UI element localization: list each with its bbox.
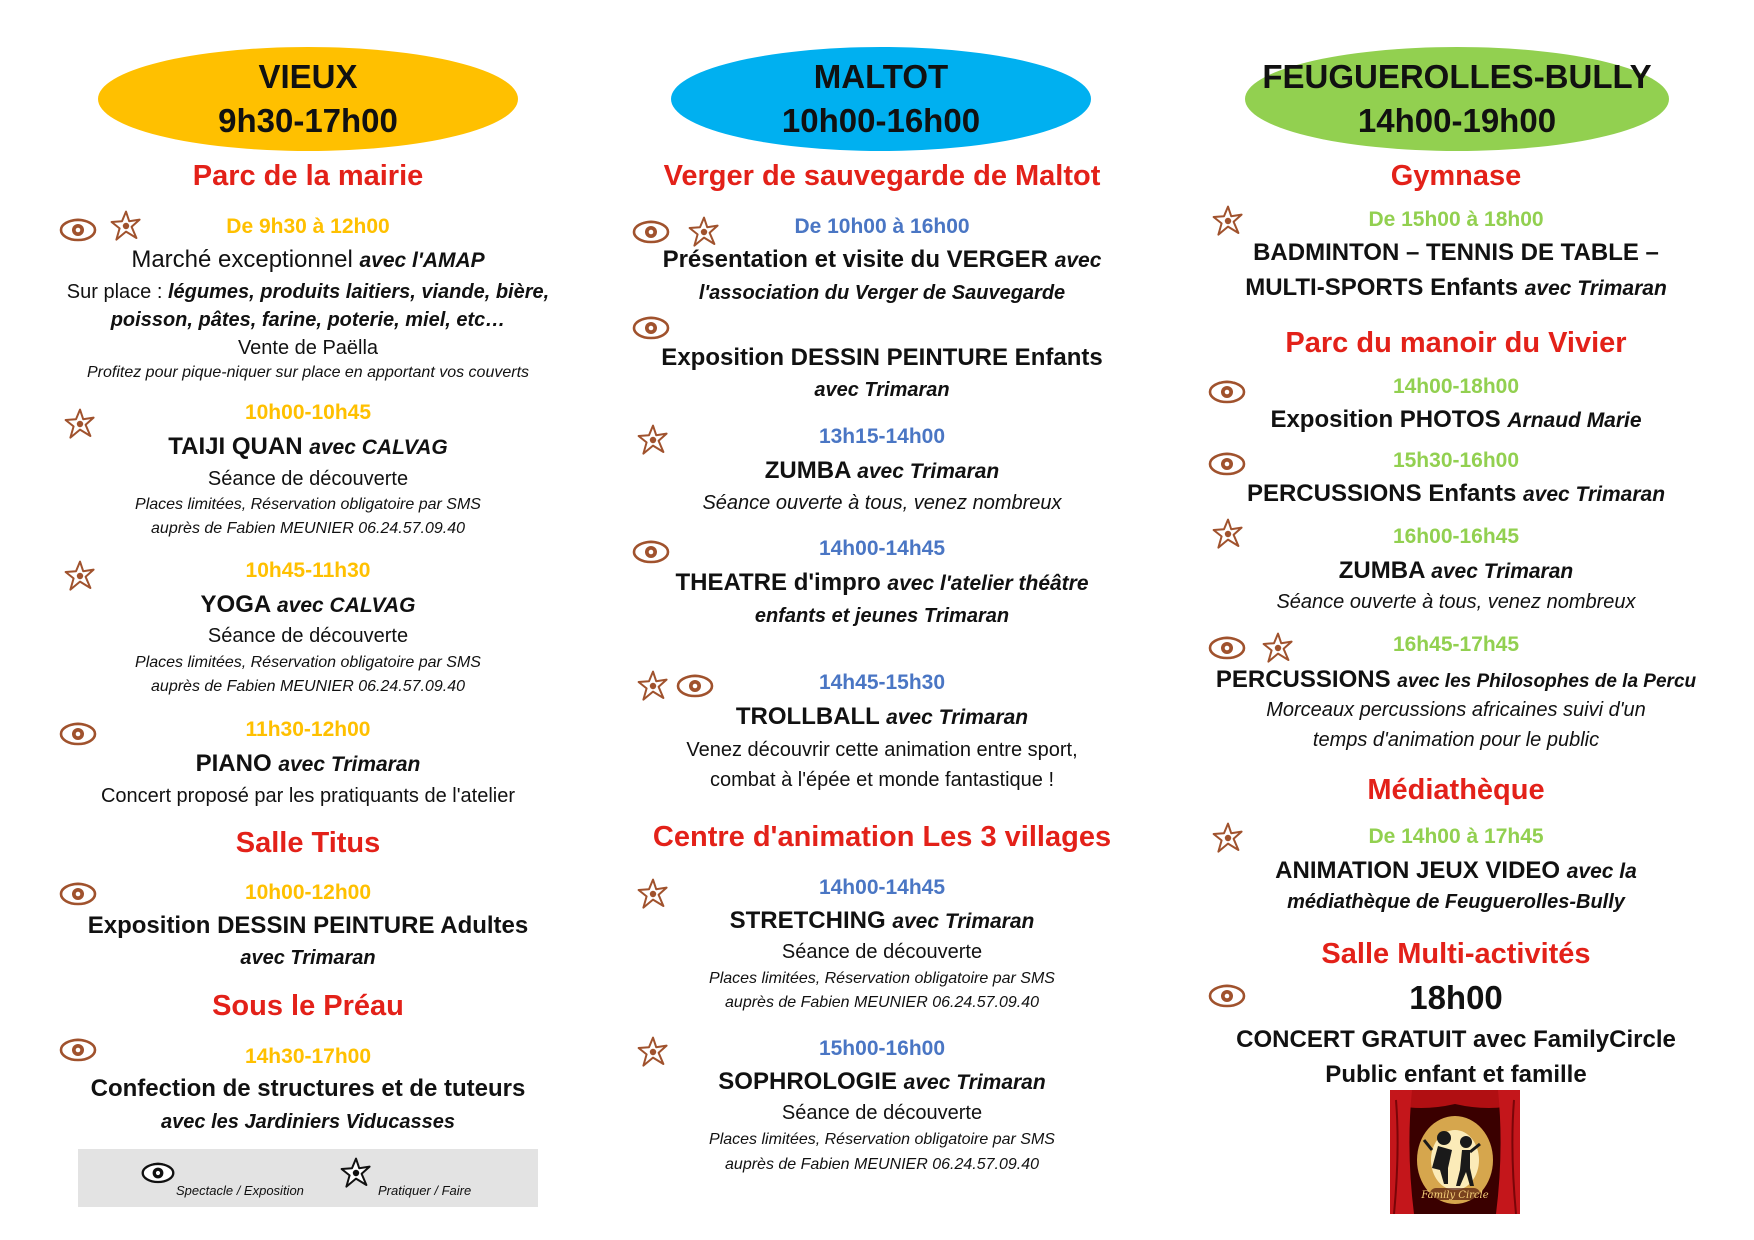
star-icon [1208, 518, 1248, 550]
event-with: avec CALVAG [309, 436, 448, 459]
vieux-taiji-title [168, 431, 447, 463]
feug-badminton-time: De 15h00 à 18h00 [1368, 208, 1544, 231]
vieux-yoga-note1: Places limitées, Réservation obligatoire par SMS [135, 654, 481, 671]
maltot-stretching-title [730, 905, 1035, 937]
feug-section-mediatheque: Médiathèque [1367, 774, 1545, 806]
vieux-section-preau: Sous le Préau [212, 990, 404, 1022]
vieux-expo-time: 10h00-12h00 [244, 881, 372, 904]
vieux-piano-desc: Concert proposé par les pratiquants de l'atelier [100, 785, 516, 807]
eye-icon [631, 536, 671, 568]
maltot-verger-with2: l'association du Verger de Sauvegarde [698, 282, 1066, 304]
feug-section-manoir: Parc du manoir du Vivier [1285, 327, 1627, 359]
maltot-name: MALTOT [813, 58, 949, 95]
feug-photos-time: 14h00-18h00 [1392, 375, 1520, 398]
maltot-trollball-desc1: Venez découvrir cette animation entre sport, [686, 739, 1078, 761]
event-with: avec l'atelier théâtre [887, 572, 1089, 595]
feug-percussions-title [1216, 664, 1696, 697]
event-with: Arnaud Marie [1507, 409, 1642, 432]
event-title: Marché exceptionnel [131, 246, 353, 273]
feug-percussions-note1: Morceaux percussions africaines suivi d'un [1266, 699, 1646, 721]
vieux-hours: 9h30-17h00 [218, 102, 398, 139]
family-circle-poster [1390, 1090, 1520, 1214]
event-with: avec Trimaran [892, 910, 1035, 933]
event-title: PERCUSSIONS [1215, 666, 1391, 693]
event-title: THEATRE d'impro [675, 569, 881, 596]
maltot-theatre-with2: enfants et jeunes Trimaran [754, 605, 1010, 627]
feug-concert-title1: CONCERT GRATUIT avec FamilyCircle [1236, 1026, 1676, 1053]
feug-photos-title [1270, 404, 1641, 436]
event-desc: Sur place : [66, 281, 168, 303]
event-title: ZUMBA [1338, 557, 1425, 584]
feug-zumba-note: Séance ouverte à tous, venez nombreux [1276, 591, 1636, 613]
legend-star-label: Pratiquer / Faire [378, 1183, 472, 1198]
maltot-expo-title: Exposition DESSIN PEINTURE Enfants [661, 344, 1103, 371]
maltot-stretching-note2: auprès de Fabien MEUNIER 06.24.57.09.40 [725, 994, 1039, 1011]
vieux-piano-title [196, 748, 421, 780]
maltot-trollball-desc2: combat à l'épée et monde fantastique ! [709, 769, 1055, 791]
eye-icon [58, 718, 98, 750]
event-title: YOGA [200, 591, 271, 618]
vieux-piano-time: 11h30-12h00 [245, 718, 371, 741]
vieux-yoga-note2: auprès de Fabien MEUNIER 06.24.57.09.40 [151, 678, 465, 695]
vieux-section-parc-mairie: Parc de la mairie [192, 160, 424, 192]
maltot-hours: 10h00-16h00 [781, 102, 981, 139]
maltot-zumba-time: 13h15-14h00 [818, 425, 946, 448]
eye-icon [675, 670, 715, 702]
vieux-marche-line3: Vente de Paëlla [237, 337, 379, 359]
event-with: avec les Philosophes de la Percu [1397, 671, 1697, 692]
eye-icon [58, 214, 98, 246]
event-with: avec Trimaran [1523, 483, 1666, 506]
maltot-verger-time: De 10h00 à 16h00 [794, 215, 970, 238]
star-icon [60, 408, 100, 440]
eye-icon [58, 878, 98, 910]
event-title: TAIJI QUAN [168, 433, 303, 460]
feug-zumba-title [1339, 555, 1573, 587]
star-icon [633, 1036, 673, 1068]
vieux-marche-line1 [67, 278, 549, 306]
vieux-confection-title: Confection de structures et de tuteurs [90, 1075, 526, 1102]
event-desc-bold: légumes, produits laitiers, viande, bière, [167, 281, 550, 303]
feug-zumba-time: 16h00-16h45 [1392, 525, 1520, 548]
feug-section-multi: Salle Multi-activités [1321, 938, 1591, 970]
feug-section-gymnase: Gymnase [1390, 160, 1522, 192]
eye-icon [631, 312, 671, 344]
maltot-header-oval [671, 47, 1091, 151]
star-icon [633, 670, 673, 702]
poster-title-text: Family Circle [1421, 1190, 1489, 1201]
event-with: avec la [1566, 860, 1637, 883]
vieux-taiji-note2: auprès de Fabien MEUNIER 06.24.57.09.40 [151, 520, 465, 537]
vieux-yoga-time: 10h45-11h30 [245, 559, 371, 582]
maltot-stretching-note1: Places limitées, Réservation obligatoire par SMS [709, 970, 1055, 987]
star-icon [340, 1157, 372, 1189]
eye-icon [58, 1034, 98, 1066]
vieux-marche-line4: Profitez pour pique-niquer sur place en apportant vos couverts [86, 364, 530, 381]
feug-jeux-time: De 14h00 à 17h45 [1368, 825, 1544, 848]
event-with: avec CALVAG [276, 594, 416, 617]
event-with: avec Trimaran [278, 753, 421, 776]
maltot-sophro-note1: Places limitées, Réservation obligatoire par SMS [709, 1131, 1055, 1148]
feugerolles-hours: 14h00-19h00 [1357, 102, 1557, 139]
event-title: PERCUSSIONS Enfants [1246, 480, 1517, 507]
event-with: avec [1054, 249, 1102, 272]
event-title: TROLLBALL [735, 703, 880, 730]
maltot-zumba-note: Séance ouverte à tous, venez nombreux [702, 492, 1062, 514]
maltot-sophro-title [718, 1066, 1045, 1098]
feug-concert-time: 18h00 [1409, 979, 1503, 1016]
eye-icon [1207, 632, 1247, 664]
event-with: avec Trimaran [903, 1071, 1046, 1094]
maltot-sophro-note2: auprès de Fabien MEUNIER 06.24.57.09.40 [725, 1156, 1039, 1173]
maltot-expo-with: avec Trimaran [814, 379, 950, 401]
maltot-verger-title [663, 244, 1102, 276]
vieux-yoga-title [201, 589, 416, 621]
maltot-stretching-time: 14h00-14h45 [818, 876, 946, 899]
vieux-confection-time: 14h30-17h00 [244, 1045, 372, 1068]
vieux-marche-title [131, 244, 484, 276]
vieux-expo-with: avec Trimaran [240, 947, 376, 969]
maltot-stretching-desc: Séance de découverte [781, 941, 983, 963]
maltot-theatre-time: 14h00-14h45 [818, 537, 946, 560]
star-icon [633, 424, 673, 456]
event-with: avec Trimaran [857, 460, 1000, 483]
event-title: Présentation et visite du VERGER [662, 246, 1049, 273]
event-with: avec Trimaran [1524, 277, 1667, 300]
vieux-yoga-desc: Séance de découverte [207, 625, 409, 647]
star-icon [633, 878, 673, 910]
vieux-section-salle-titus: Salle Titus [235, 827, 381, 859]
eye-icon [1207, 376, 1247, 408]
event-title: Exposition PHOTOS [1270, 406, 1501, 433]
maltot-sophro-desc: Séance de découverte [781, 1102, 983, 1124]
event-title: MULTI-SPORTS Enfants [1245, 274, 1519, 301]
eye-icon [1207, 980, 1247, 1012]
vieux-taiji-time: 10h00-10h45 [244, 401, 372, 424]
star-icon [1258, 632, 1298, 664]
maltot-trollball-title [736, 701, 1028, 733]
feug-percu-enfants-time: 15h30-16h00 [1392, 449, 1520, 472]
star-icon [1208, 822, 1248, 854]
vieux-expo-title: Exposition DESSIN PEINTURE Adultes [87, 912, 529, 939]
eye-icon [140, 1159, 176, 1187]
maltot-theatre-title [675, 567, 1088, 599]
event-title: SOPHROLOGIE [718, 1068, 897, 1095]
maltot-trollball-time: 14h45-15h30 [818, 671, 946, 694]
maltot-sophro-time: 15h00-16h00 [818, 1037, 946, 1060]
star-icon [1208, 205, 1248, 237]
star-icon [60, 560, 100, 592]
event-title: STRETCHING [729, 907, 886, 934]
vieux-taiji-note1: Places limitées, Réservation obligatoire par SMS [135, 496, 481, 513]
feug-percussions-note2: temps d'animation pour le public [1312, 729, 1600, 751]
vieux-name: VIEUX [258, 58, 358, 95]
feug-percussions-time: 16h45-17h45 [1392, 633, 1520, 656]
feugerolles-name: FEUGUEROLLES-BULLY [1262, 58, 1652, 95]
event-with: avec Trimaran [886, 706, 1029, 729]
feug-jeux-title [1275, 855, 1637, 887]
vieux-marche-time: De 9h30 à 12h00 [226, 215, 390, 238]
event-with: avec Trimaran [1431, 560, 1574, 583]
feug-percu-enfants-title [1247, 478, 1665, 510]
eye-icon [1207, 448, 1247, 480]
vieux-marche-line2: poisson, pâtes, farine, poterie, miel, etc… [110, 309, 506, 331]
maltot-section-verger: Verger de sauvegarde de Maltot [663, 160, 1101, 192]
event-title: PIANO [195, 750, 272, 777]
maltot-zumba-title [765, 455, 999, 487]
feug-jeux-with2: médiathèque de Feuguerolles-Bully [1287, 891, 1625, 913]
feugerolles-header-oval [1245, 47, 1669, 151]
vieux-taiji-desc: Séance de découverte [207, 468, 409, 490]
vieux-header-oval [98, 47, 518, 151]
feug-badminton-title2 [1245, 272, 1667, 304]
vieux-confection-with: avec les Jardiniers Viducasses [161, 1111, 455, 1133]
legend-eye-label: Spectacle / Exposition [176, 1183, 304, 1198]
star-icon [106, 210, 146, 242]
maltot-section-centre: Centre d'animation Les 3 villages [652, 821, 1112, 853]
event-title: ANIMATION JEUX VIDEO [1275, 857, 1561, 884]
feug-concert-title2: Public enfant et famille [1325, 1061, 1587, 1088]
event-title: ZUMBA [764, 457, 851, 484]
event-with: avec l'AMAP [359, 249, 485, 272]
feug-badminton-title1: BADMINTON – TENNIS DE TABLE – [1253, 239, 1659, 266]
legend [78, 1149, 538, 1207]
